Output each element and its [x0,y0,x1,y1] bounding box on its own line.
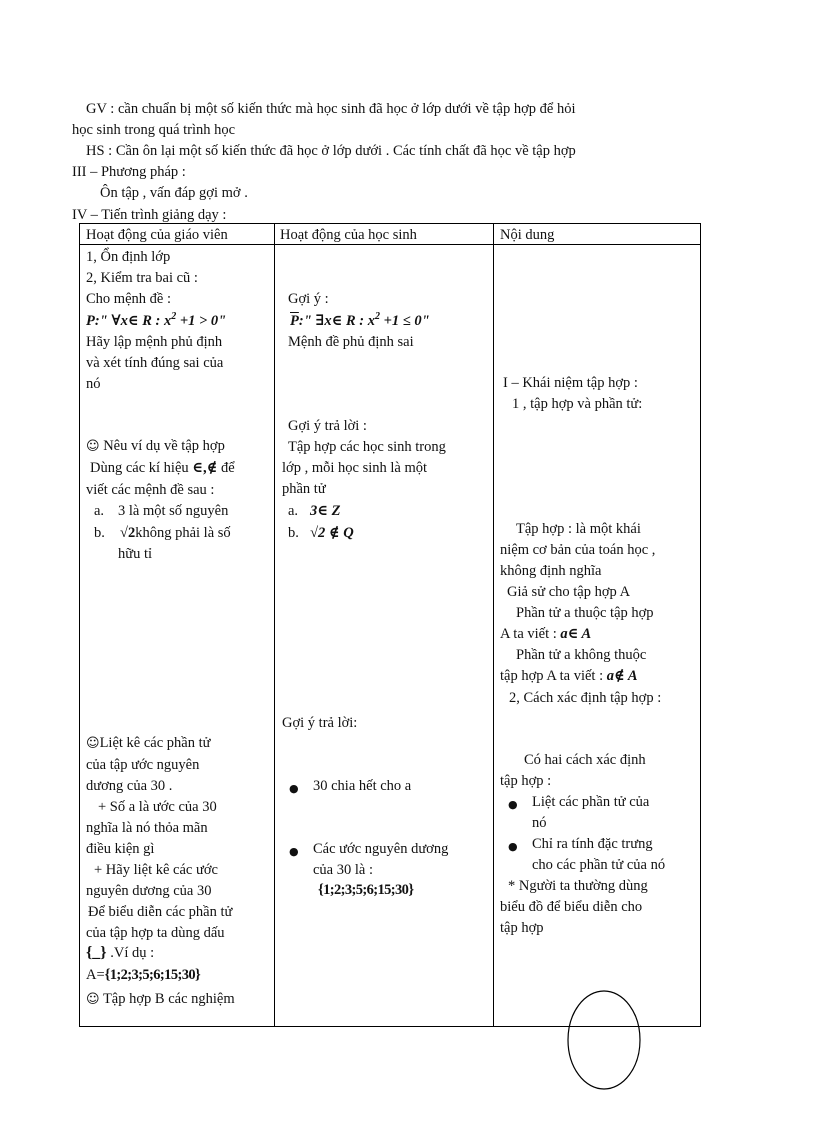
content-subheading: 2, Cách xác định tập hợp : [509,690,662,706]
membership-symbols: ∈,∉ [192,460,218,476]
student-line: 30 chia hết cho a [313,778,412,794]
sqrt2-symbol: √2 [120,525,136,541]
content-line: Phần tử a không thuộc [516,647,647,663]
content-heading: I – Khái niệm tập hợp : [503,375,638,391]
list-marker: a. [94,503,105,519]
student-line: Tập hợp các học sinh trong [288,439,446,455]
teacher-line: Dùng các kí hiệu ∈,∉ để [90,460,235,476]
teacher-line: + Số a là ước của 30 [98,799,217,815]
section-heading-process: IV – Tiến trình giảng dạy : [72,207,227,223]
element-not-in-set: a∉ A [606,668,638,684]
bullet-icon: ● [289,845,299,858]
teacher-line: {_} .Ví dụ : [86,944,155,961]
list-marker: b. [288,525,299,541]
teacher-line: Cho mệnh đề : [86,291,171,307]
teacher-line: 1, Ổn định lớp [86,249,171,265]
teacher-line: Hãy lập mệnh phủ định [86,334,223,350]
table-border-left [79,223,80,1027]
student-line: lớp , mỗi học sinh là một [282,460,428,476]
section-heading-method: III – Phương pháp : [72,164,186,180]
teacher-line: ☺ Tập hợp B các nghiệm [86,991,235,1007]
smiley-icon: ☺ [86,736,100,751]
teacher-line: nguyên dương của 30 [86,883,212,899]
teacher-line: của tập hợp ta dùng dấu [86,925,225,941]
table-border-top [79,223,701,224]
content-line: niệm cơ bản của toán học , [500,542,656,558]
content-line: Giả sử cho tập hợp A [507,584,631,600]
divisors-set: {1;2;3;5;6;15;30} [318,882,414,898]
content-line: Phần tử a thuộc tập hợp [516,605,654,621]
smiley-icon: ☺ [86,992,100,1007]
bullet-icon: ● [289,782,299,795]
content-line: Liệt các phần tử của [532,794,650,810]
content-line: * Người ta thường dùng [508,878,648,894]
content-line: nó [532,815,547,831]
teacher-line: hữu tỉ [118,546,153,562]
student-line: của 30 là : [313,862,373,878]
teacher-line: và xét tính đúng sai của [86,355,224,371]
method-text: Ôn tập , vấn đáp gợi mở . [100,185,248,201]
bullet-icon: ● [508,840,518,853]
teacher-line: dương của 30 . [86,778,173,794]
content-line: Chỉ ra tính đặc trưng [532,836,653,852]
student-line: Các ước nguyên dương [313,841,449,857]
teacher-line: ☺Liệt kê các phần tử [86,735,211,751]
content-line: A ta viết : a∈ A [500,626,592,642]
table-column-divider-1 [274,223,275,1027]
content-line: tập hợp A ta viết : a∉ A [500,668,638,684]
teacher-line: nó [86,376,101,392]
student-line: phần tử [282,481,326,497]
table-border-right [700,223,701,1027]
student-line: Gợi ý trả lời : [288,418,367,434]
teacher-line: √2không phải là số [120,525,231,541]
table-column-divider-2 [493,223,494,1027]
teacher-line: + Hãy liệt kê các ước [94,862,218,878]
student-line: Mệnh đề phủ định sai [288,334,414,350]
brace-symbol: {_} [86,944,107,961]
student-line: Gợi ý trả lời: [282,715,358,731]
teacher-line: 3 là một số nguyên [118,503,229,519]
content-line: Có hai cách xác định [524,752,646,768]
teacher-line: A={1;2;3;5;6;15;30} [86,967,201,983]
teacher-line: 2, Kiểm tra bai cũ : [86,270,198,286]
list-marker: b. [94,525,105,541]
content-subheading: 1 , tập hợp và phần tử: [512,396,643,412]
header-teacher: Hoạt động của giáo viên [86,227,228,243]
negated-proposition: $\overline{P}$:" ∃x∈ R : $x^2 +1 \le 0$" [290,311,430,329]
teacher-line: điều kiện gì [86,841,155,857]
student-line: Gợi ý : [288,291,329,307]
teacher-line: Để biểu diễn các phần tử [88,904,233,920]
teacher-line: ☺ Nêu ví dụ về tập hợp [86,438,225,454]
list-marker: a. [288,503,299,519]
set-a: {1;2;3;5;6;15;30} [104,967,201,983]
teacher-line: của tập ước nguyên [86,757,200,773]
content-line: không định nghĩa [500,563,602,579]
gv-line-2: học sinh trong quá trình học [72,122,236,138]
gv-line-1: GV : cần chuẩn bị một số kiến thức mà học sinh đã học ở lớp dưới về tập hợp để hỏi [86,101,576,117]
header-student: Hoạt động của học sinh [280,227,417,243]
student-answer-a: 3∈ Z [310,503,341,519]
hs-line: HS : Cần ôn lại một số kiến thức đã học ở lớp dưới . Các tính chất đã học về tập hợp [86,143,576,159]
content-line: tập hợp [500,920,544,936]
student-answer-b: √2 ∉ Q [310,525,354,541]
teacher-line: viết các mệnh đề sau : [86,482,215,498]
teacher-line: nghĩa là nó thỏa mãn [86,820,208,836]
content-line: biểu đồ để biểu diễn cho [500,899,643,915]
smiley-icon: ☺ [86,439,100,454]
content-line: cho các phần tử của nó [532,857,666,873]
oval-mark-icon [560,985,650,1095]
element-in-set: a∈ A [560,626,592,642]
proposition-p: P:" ∀x∈ R : $x^2 +1 > 0$" [86,311,227,329]
content-line: tập hợp : [500,773,552,789]
bullet-icon: ● [508,798,518,811]
header-content: Nội dung [500,227,555,243]
content-line: Tập hợp : là một khái [516,521,641,537]
